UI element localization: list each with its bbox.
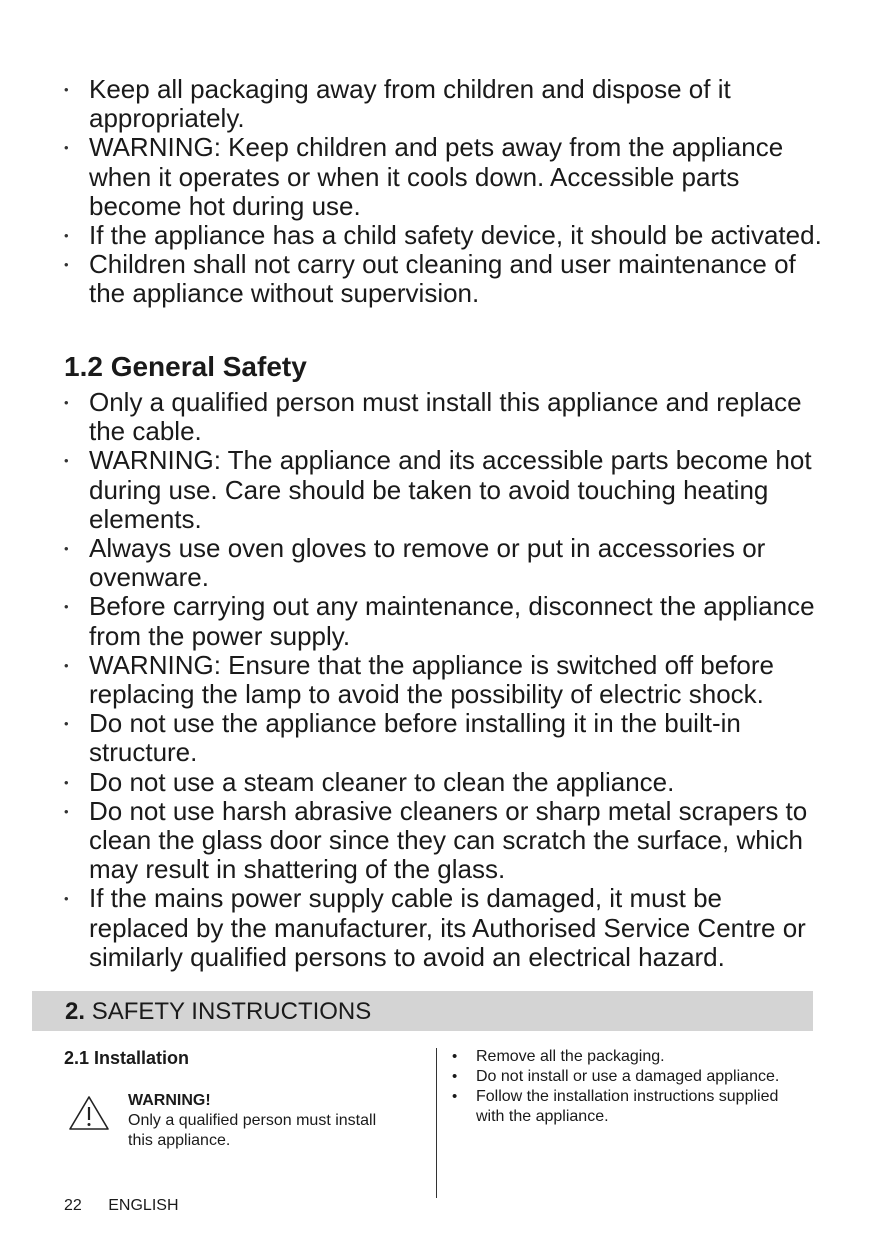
list-item: • Follow the installation instructions supplied with the appliance. [452, 1087, 782, 1127]
footer-language: ENGLISH [108, 1197, 179, 1214]
list-item: • Do not use the appliance before installing it in the built-in structure. [64, 709, 824, 767]
list-item: • Do not use a steam cleaner to clean the appliance. [64, 768, 824, 797]
page-number: 22 [64, 1197, 82, 1214]
list-item: • Before carrying out any maintenance, disconnect the appliance from the power supply. [64, 592, 824, 650]
section-number: 2. [65, 998, 86, 1025]
general-safety-list [64, 388, 824, 972]
list-item: • Children shall not carry out cleaning and user maintenance of the appliance without supervision. [64, 250, 824, 308]
warning-box [128, 1091, 398, 1151]
intro-bullet-list [64, 75, 824, 309]
section-title-text: SAFETY INSTRUCTIONS [91, 998, 372, 1025]
list-item: • Always use oven gloves to remove or put in accessories or ovenware. [64, 534, 824, 592]
general-safety-heading: 1.2 General Safety [64, 351, 307, 382]
list-item: • WARNING: Keep children and pets away from the appliance when it operates or when it cools down. Accessible parts become hot during use. [64, 133, 824, 221]
list-item: • Remove all the packaging. [452, 1047, 782, 1067]
warning-title: WARNING! [128, 1092, 211, 1109]
warning-body: Only a qualified person must install this appliance. [128, 1112, 377, 1149]
installation-bullet-list [452, 1047, 782, 1127]
list-item: • WARNING: Ensure that the appliance is switched off before replacing the lamp to avoid the possibility of electric shock. [64, 651, 824, 709]
list-item: • Only a qualified person must install this appliance and replace the cable. [64, 388, 824, 446]
warning-triangle-icon [68, 1095, 110, 1131]
list-item: • Keep all packaging away from children and dispose of it appropriately. [64, 75, 824, 133]
list-item: • Do not install or use a damaged appliance. [452, 1067, 782, 1087]
section-header-bar [32, 991, 813, 1031]
list-item: • If the appliance has a child safety device, it should be activated. [64, 221, 824, 250]
list-item: • If the mains power supply cable is damaged, it must be replaced by the manufacturer, its Authorised Service Centre or similarly qualified persons to avoid an electrical hazard. [64, 884, 824, 972]
list-item: • Do not use harsh abrasive cleaners or sharp metal scrapers to clean the glass door since they can scratch the surface, which may result in shattering of the glass. [64, 797, 824, 885]
installation-heading: 2.1 Installation [64, 1048, 190, 1068]
page-footer [64, 1196, 179, 1216]
column-divider [436, 1048, 437, 1198]
list-item: • WARNING: The appliance and its accessible parts become hot during use. Care should be taken to avoid touching heating elements. [64, 446, 824, 534]
section-title [65, 998, 371, 1026]
